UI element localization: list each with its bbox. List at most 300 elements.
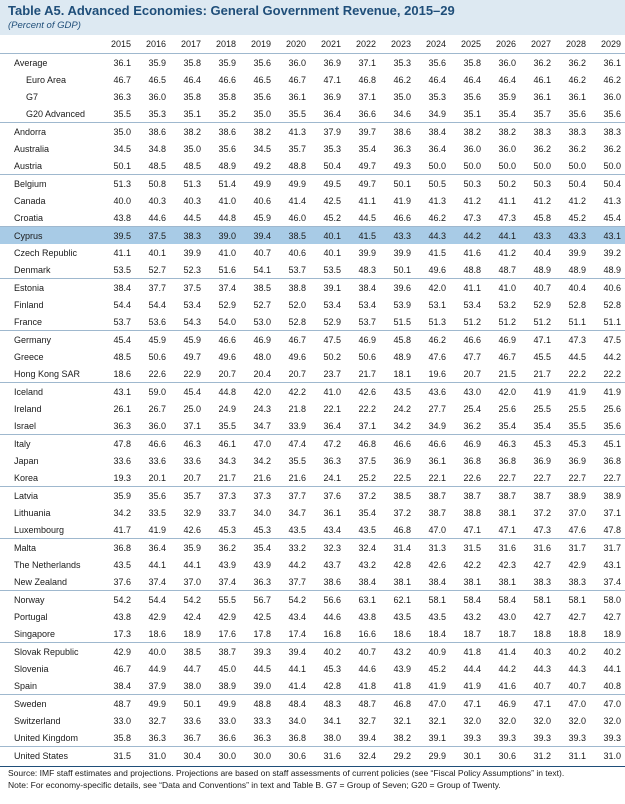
value-cell: 34.6 xyxy=(380,105,415,123)
value-cell: 53.5 xyxy=(310,261,345,279)
row-label: Estonia xyxy=(14,282,45,293)
value-cell: 54.4 xyxy=(113,299,131,310)
value-cell: 53.5 xyxy=(100,261,135,279)
table-row xyxy=(0,383,625,401)
value-cell: 50.6 xyxy=(148,351,166,362)
value-cell: 50.4 xyxy=(603,178,621,189)
value-cell: 36.3 xyxy=(323,455,341,466)
value-cell: 38.4 xyxy=(100,677,135,695)
value-cell: 31.2 xyxy=(533,750,551,761)
value-cell: 46.3 xyxy=(183,438,201,449)
value-cell: 35.6 xyxy=(428,57,446,68)
value-cell: 41.3 xyxy=(288,126,306,137)
value-cell: 41.5 xyxy=(345,227,380,245)
value-cell: 43.2 xyxy=(358,559,376,570)
value-cell: 34.5 xyxy=(113,143,131,154)
value-cell: 45.9 xyxy=(240,209,275,227)
value-cell: 35.8 xyxy=(183,57,201,68)
value-cell: 34.2 xyxy=(113,507,131,518)
value-cell: 31.3 xyxy=(428,542,446,553)
value-cell: 42.0 xyxy=(428,282,446,293)
value-cell: 45.9 xyxy=(148,334,166,345)
value-cell: 50.1 xyxy=(393,178,411,189)
header-year: 2017 xyxy=(170,35,205,54)
value-cell: 42.8 xyxy=(310,677,345,695)
value-cell: 37.7 xyxy=(288,490,306,501)
value-cell: 42.7 xyxy=(533,559,551,570)
value-cell: 22.7 xyxy=(520,469,555,487)
value-cell: 30.6 xyxy=(288,750,306,761)
value-cell: 47.5 xyxy=(603,334,621,345)
row-label: France xyxy=(0,313,100,331)
value-cell: 38.1 xyxy=(380,573,415,591)
value-cell: 52.8 xyxy=(568,299,586,310)
value-cell: 38.7 xyxy=(533,490,551,501)
value-cell: 42.4 xyxy=(183,611,201,622)
value-cell: 37.3 xyxy=(218,490,236,501)
table-row xyxy=(0,279,625,297)
value-cell: 33.3 xyxy=(253,715,271,726)
value-cell: 31.6 xyxy=(498,542,516,553)
value-cell: 42.6 xyxy=(170,521,205,539)
value-cell: 56.7 xyxy=(253,594,271,605)
header-year: 2025 xyxy=(450,35,485,54)
value-cell: 35.1 xyxy=(170,105,205,123)
value-cell: 48.3 xyxy=(323,698,341,709)
value-cell: 29.2 xyxy=(393,750,411,761)
value-cell: 58.4 xyxy=(498,594,516,605)
value-cell: 38.0 xyxy=(310,729,345,747)
table-row xyxy=(0,400,625,417)
value-cell: 38.8 xyxy=(288,282,306,293)
value-cell: 38.4 xyxy=(358,282,376,293)
table-row xyxy=(0,625,625,643)
value-cell: 43.1 xyxy=(590,227,625,245)
value-cell: 32.9 xyxy=(183,507,201,518)
value-cell: 43.2 xyxy=(463,611,481,622)
value-cell: 24.1 xyxy=(310,469,345,487)
value-cell: 46.8 xyxy=(393,698,411,709)
value-cell: 31.0 xyxy=(148,750,166,761)
value-cell: 35.4 xyxy=(253,542,271,553)
value-cell: 44.5 xyxy=(253,663,271,674)
value-cell: 49.7 xyxy=(345,157,380,175)
value-cell: 50.1 xyxy=(183,698,201,709)
value-cell: 31.6 xyxy=(533,542,551,553)
header-row xyxy=(0,35,625,54)
table-row xyxy=(0,88,625,105)
table-title: Table A5. Advanced Economies: General Government Revenue, 2015–29 xyxy=(8,3,455,18)
value-cell: 25.4 xyxy=(463,403,481,414)
value-cell: 41.6 xyxy=(463,247,481,258)
value-cell: 47.3 xyxy=(450,209,485,227)
value-cell: 48.5 xyxy=(135,157,170,175)
value-cell: 49.9 xyxy=(218,698,236,709)
value-cell: 31.5 xyxy=(113,750,131,761)
value-cell: 55.5 xyxy=(218,594,236,605)
value-cell: 38.6 xyxy=(393,126,411,137)
value-cell: 44.6 xyxy=(323,611,341,622)
value-cell: 30.0 xyxy=(253,750,271,761)
value-cell: 42.5 xyxy=(253,611,271,622)
header-year: 2015 xyxy=(100,35,135,54)
value-cell: 35.3 xyxy=(393,57,411,68)
value-cell: 39.5 xyxy=(100,227,135,245)
value-cell: 37.5 xyxy=(183,282,201,293)
value-cell: 36.1 xyxy=(288,91,306,102)
value-cell: 17.4 xyxy=(275,625,310,643)
row-label: New Zealand xyxy=(0,573,100,591)
value-cell: 41.9 xyxy=(533,386,551,397)
table-row xyxy=(0,71,625,88)
value-cell: 47.8 xyxy=(590,521,625,539)
value-cell: 48.9 xyxy=(590,261,625,279)
value-cell: 43.8 xyxy=(100,209,135,227)
value-cell: 38.7 xyxy=(218,646,236,657)
value-cell: 35.5 xyxy=(275,105,310,123)
title-block xyxy=(0,0,625,35)
value-cell: 41.4 xyxy=(498,646,516,657)
row-label: Hong Kong SAR xyxy=(0,365,100,383)
value-cell: 47.4 xyxy=(288,438,306,449)
value-cell: 45.3 xyxy=(323,663,341,674)
table-row xyxy=(0,712,625,729)
value-cell: 46.3 xyxy=(498,438,516,449)
value-cell: 34.8 xyxy=(148,143,166,154)
value-cell: 43.5 xyxy=(428,611,446,622)
row-label: Germany xyxy=(14,334,52,345)
value-cell: 54.3 xyxy=(170,313,205,331)
value-cell: 25.6 xyxy=(603,403,621,414)
value-cell: 38.2 xyxy=(183,126,201,137)
value-cell: 34.9 xyxy=(415,105,450,123)
row-label: Andorra xyxy=(14,126,47,137)
value-cell: 42.5 xyxy=(323,195,341,206)
header-year: 2018 xyxy=(205,35,240,54)
value-cell: 46.2 xyxy=(428,334,446,345)
value-cell: 36.3 xyxy=(113,91,131,102)
value-cell: 22.2 xyxy=(555,365,590,383)
value-cell: 47.1 xyxy=(533,334,551,345)
value-cell: 44.4 xyxy=(463,663,481,674)
value-cell: 18.8 xyxy=(520,625,555,643)
value-cell: 40.4 xyxy=(533,247,551,258)
table-row xyxy=(0,469,625,487)
value-cell: 39.4 xyxy=(288,646,306,657)
value-cell: 41.2 xyxy=(533,195,551,206)
value-cell: 51.4 xyxy=(218,178,236,189)
value-cell: 18.6 xyxy=(135,625,170,643)
value-cell: 46.4 xyxy=(428,74,446,85)
value-cell: 46.5 xyxy=(253,74,271,85)
value-cell: 37.1 xyxy=(358,91,376,102)
header-year: 2023 xyxy=(380,35,415,54)
value-cell: 35.0 xyxy=(393,91,411,102)
value-cell: 50.2 xyxy=(498,178,516,189)
value-cell: 49.5 xyxy=(323,178,341,189)
value-cell: 41.0 xyxy=(498,282,516,293)
value-cell: 53.1 xyxy=(428,299,446,310)
row-label: Lithuania xyxy=(14,507,51,518)
value-cell: 35.1 xyxy=(450,105,485,123)
value-cell: 36.0 xyxy=(148,91,166,102)
value-cell: 46.6 xyxy=(393,438,411,449)
value-cell: 45.8 xyxy=(520,209,555,227)
value-cell: 40.6 xyxy=(603,282,621,293)
value-cell: 46.7 xyxy=(113,74,131,85)
value-cell: 50.3 xyxy=(463,178,481,189)
value-cell: 50.3 xyxy=(533,178,551,189)
value-cell: 47.0 xyxy=(415,521,450,539)
value-cell: 39.9 xyxy=(393,247,411,258)
value-cell: 43.9 xyxy=(393,663,411,674)
value-cell: 58.1 xyxy=(428,594,446,605)
value-cell: 49.9 xyxy=(253,178,271,189)
value-cell: 47.0 xyxy=(428,698,446,709)
value-cell: 39.4 xyxy=(345,729,380,747)
value-cell: 39.4 xyxy=(240,227,275,245)
value-cell: 37.4 xyxy=(135,573,170,591)
value-cell: 44.8 xyxy=(205,209,240,227)
value-cell: 44.6 xyxy=(135,209,170,227)
value-cell: 40.1 xyxy=(323,247,341,258)
value-cell: 38.0 xyxy=(170,677,205,695)
value-cell: 47.1 xyxy=(323,74,341,85)
value-cell: 47.1 xyxy=(450,521,485,539)
value-cell: 35.6 xyxy=(148,490,166,501)
value-cell: 27.7 xyxy=(428,403,446,414)
value-cell: 43.0 xyxy=(498,611,516,622)
value-cell: 39.9 xyxy=(568,247,586,258)
value-cell: 37.1 xyxy=(603,507,621,518)
value-cell: 50.4 xyxy=(568,178,586,189)
value-cell: 39.0 xyxy=(240,677,275,695)
table-row xyxy=(0,123,625,141)
value-cell: 53.7 xyxy=(275,261,310,279)
value-cell: 39.3 xyxy=(590,729,625,747)
value-cell: 53.4 xyxy=(183,299,201,310)
value-cell: 40.6 xyxy=(288,247,306,258)
value-cell: 40.2 xyxy=(568,646,586,657)
revenue-table-container xyxy=(0,35,625,764)
value-cell: 45.2 xyxy=(310,209,345,227)
value-cell: 36.3 xyxy=(100,417,135,435)
header-country xyxy=(0,35,100,54)
value-cell: 41.1 xyxy=(113,247,131,258)
value-cell: 51.1 xyxy=(555,313,590,331)
row-label: Latvia xyxy=(14,490,39,501)
value-cell: 36.2 xyxy=(533,57,551,68)
table-row xyxy=(0,296,625,313)
value-cell: 23.7 xyxy=(310,365,345,383)
value-cell: 32.0 xyxy=(498,715,516,726)
value-cell: 22.5 xyxy=(380,469,415,487)
value-cell: 40.1 xyxy=(148,247,166,258)
value-cell: 36.9 xyxy=(533,455,551,466)
value-cell: 52.8 xyxy=(603,299,621,310)
value-cell: 46.6 xyxy=(218,74,236,85)
table-row xyxy=(0,539,625,557)
value-cell: 46.4 xyxy=(498,74,516,85)
value-cell: 37.0 xyxy=(170,573,205,591)
value-cell: 49.3 xyxy=(380,157,415,175)
value-cell: 37.9 xyxy=(135,677,170,695)
value-cell: 38.1 xyxy=(485,573,520,591)
value-cell: 41.9 xyxy=(135,521,170,539)
header-year: 2022 xyxy=(345,35,380,54)
row-label: The Netherlands xyxy=(14,559,81,570)
value-cell: 44.3 xyxy=(533,663,551,674)
value-cell: 18.1 xyxy=(380,365,415,383)
value-cell: 18.9 xyxy=(170,625,205,643)
value-cell: 46.6 xyxy=(463,334,481,345)
value-cell: 45.0 xyxy=(218,663,236,674)
value-cell: 58.4 xyxy=(463,594,481,605)
row-label: Cyprus xyxy=(0,227,100,245)
value-cell: 51.1 xyxy=(590,313,625,331)
value-cell: 50.4 xyxy=(310,157,345,175)
header-year: 2016 xyxy=(135,35,170,54)
value-cell: 37.5 xyxy=(358,455,376,466)
value-cell: 40.7 xyxy=(520,677,555,695)
value-cell: 40.3 xyxy=(148,195,166,206)
value-cell: 44.2 xyxy=(498,663,516,674)
value-cell: 53.7 xyxy=(345,313,380,331)
value-cell: 52.9 xyxy=(310,313,345,331)
value-cell: 39.9 xyxy=(183,247,201,258)
value-cell: 45.4 xyxy=(183,386,201,397)
value-cell: 50.0 xyxy=(590,157,625,175)
value-cell: 38.2 xyxy=(498,126,516,137)
value-cell: 38.6 xyxy=(310,573,345,591)
value-cell: 56.6 xyxy=(323,594,341,605)
table-row xyxy=(0,313,625,331)
value-cell: 41.2 xyxy=(498,247,516,258)
value-cell: 44.6 xyxy=(358,663,376,674)
row-label: G20 Advanced xyxy=(0,105,100,123)
value-cell: 42.6 xyxy=(358,386,376,397)
value-cell: 40.3 xyxy=(533,646,551,657)
value-cell: 34.0 xyxy=(288,715,306,726)
value-cell: 25.0 xyxy=(183,403,201,414)
value-cell: 42.9 xyxy=(218,611,236,622)
value-cell: 41.2 xyxy=(568,195,586,206)
value-cell: 41.0 xyxy=(323,386,341,397)
value-cell: 35.9 xyxy=(148,57,166,68)
value-cell: 38.6 xyxy=(148,126,166,137)
value-cell: 58.1 xyxy=(533,594,551,605)
value-cell: 20.4 xyxy=(240,365,275,383)
value-cell: 46.8 xyxy=(380,521,415,539)
value-cell: 50.1 xyxy=(100,157,135,175)
value-cell: 41.1 xyxy=(358,195,376,206)
value-cell: 39.0 xyxy=(205,227,240,245)
value-cell: 40.8 xyxy=(590,677,625,695)
value-cell: 46.1 xyxy=(533,74,551,85)
value-cell: 38.4 xyxy=(113,282,131,293)
value-cell: 35.5 xyxy=(205,417,240,435)
value-cell: 36.6 xyxy=(345,105,380,123)
value-cell: 45.8 xyxy=(393,334,411,345)
value-cell: 32.0 xyxy=(568,715,586,726)
value-cell: 38.3 xyxy=(533,126,551,137)
row-label: Luxembourg xyxy=(0,521,100,539)
value-cell: 36.2 xyxy=(568,57,586,68)
value-cell: 36.6 xyxy=(205,729,240,747)
value-cell: 51.3 xyxy=(113,178,131,189)
value-cell: 32.0 xyxy=(603,715,621,726)
value-cell: 17.6 xyxy=(205,625,240,643)
value-cell: 22.7 xyxy=(555,469,590,487)
value-cell: 34.2 xyxy=(253,455,271,466)
value-cell: 38.5 xyxy=(393,490,411,501)
revenue-table xyxy=(0,35,625,764)
value-cell: 53.9 xyxy=(393,299,411,310)
value-cell: 58.0 xyxy=(603,594,621,605)
value-cell: 35.6 xyxy=(253,57,271,68)
value-cell: 45.2 xyxy=(428,663,446,674)
value-cell: 41.8 xyxy=(380,677,415,695)
footnotes xyxy=(0,766,625,791)
value-cell: 33.5 xyxy=(148,507,166,518)
value-cell: 42.7 xyxy=(533,611,551,622)
value-cell: 46.4 xyxy=(463,74,481,85)
value-cell: 34.3 xyxy=(218,455,236,466)
value-cell: 36.0 xyxy=(498,143,516,154)
value-cell: 41.8 xyxy=(463,646,481,657)
row-label: Italy xyxy=(14,438,31,449)
value-cell: 35.4 xyxy=(520,417,555,435)
table-subtitle: (Percent of GDP) xyxy=(8,20,81,31)
value-cell: 49.9 xyxy=(148,698,166,709)
value-cell: 43.3 xyxy=(555,227,590,245)
value-cell: 47.1 xyxy=(463,698,481,709)
table-row xyxy=(0,157,625,175)
value-cell: 43.7 xyxy=(323,559,341,570)
row-label: Slovenia xyxy=(14,663,49,674)
value-cell: 45.3 xyxy=(240,521,275,539)
value-cell: 47.3 xyxy=(568,334,586,345)
value-cell: 34.1 xyxy=(323,715,341,726)
value-cell: 63.1 xyxy=(358,594,376,605)
row-label: Austria xyxy=(0,157,100,175)
value-cell: 40.7 xyxy=(253,247,271,258)
table-row xyxy=(0,140,625,157)
value-cell: 35.9 xyxy=(498,91,516,102)
value-cell: 53.0 xyxy=(240,313,275,331)
value-cell: 41.0 xyxy=(218,247,236,258)
value-cell: 39.1 xyxy=(415,729,450,747)
value-cell: 25.2 xyxy=(345,469,380,487)
value-cell: 32.0 xyxy=(463,715,481,726)
value-cell: 35.4 xyxy=(485,417,520,435)
value-cell: 21.7 xyxy=(345,365,380,383)
value-cell: 39.3 xyxy=(555,729,590,747)
value-cell: 41.9 xyxy=(450,677,485,695)
value-cell: 42.9 xyxy=(148,611,166,622)
value-cell: 44.7 xyxy=(183,663,201,674)
value-cell: 42.9 xyxy=(113,646,131,657)
value-cell: 38.4 xyxy=(415,573,450,591)
value-cell: 45.3 xyxy=(533,438,551,449)
value-cell: 47.6 xyxy=(428,351,446,362)
value-cell: 36.1 xyxy=(603,57,621,68)
value-cell: 45.3 xyxy=(205,521,240,539)
value-cell: 33.6 xyxy=(183,715,201,726)
value-cell: 44.8 xyxy=(218,386,236,397)
value-cell: 44.1 xyxy=(183,559,201,570)
value-cell: 25.5 xyxy=(533,403,551,414)
